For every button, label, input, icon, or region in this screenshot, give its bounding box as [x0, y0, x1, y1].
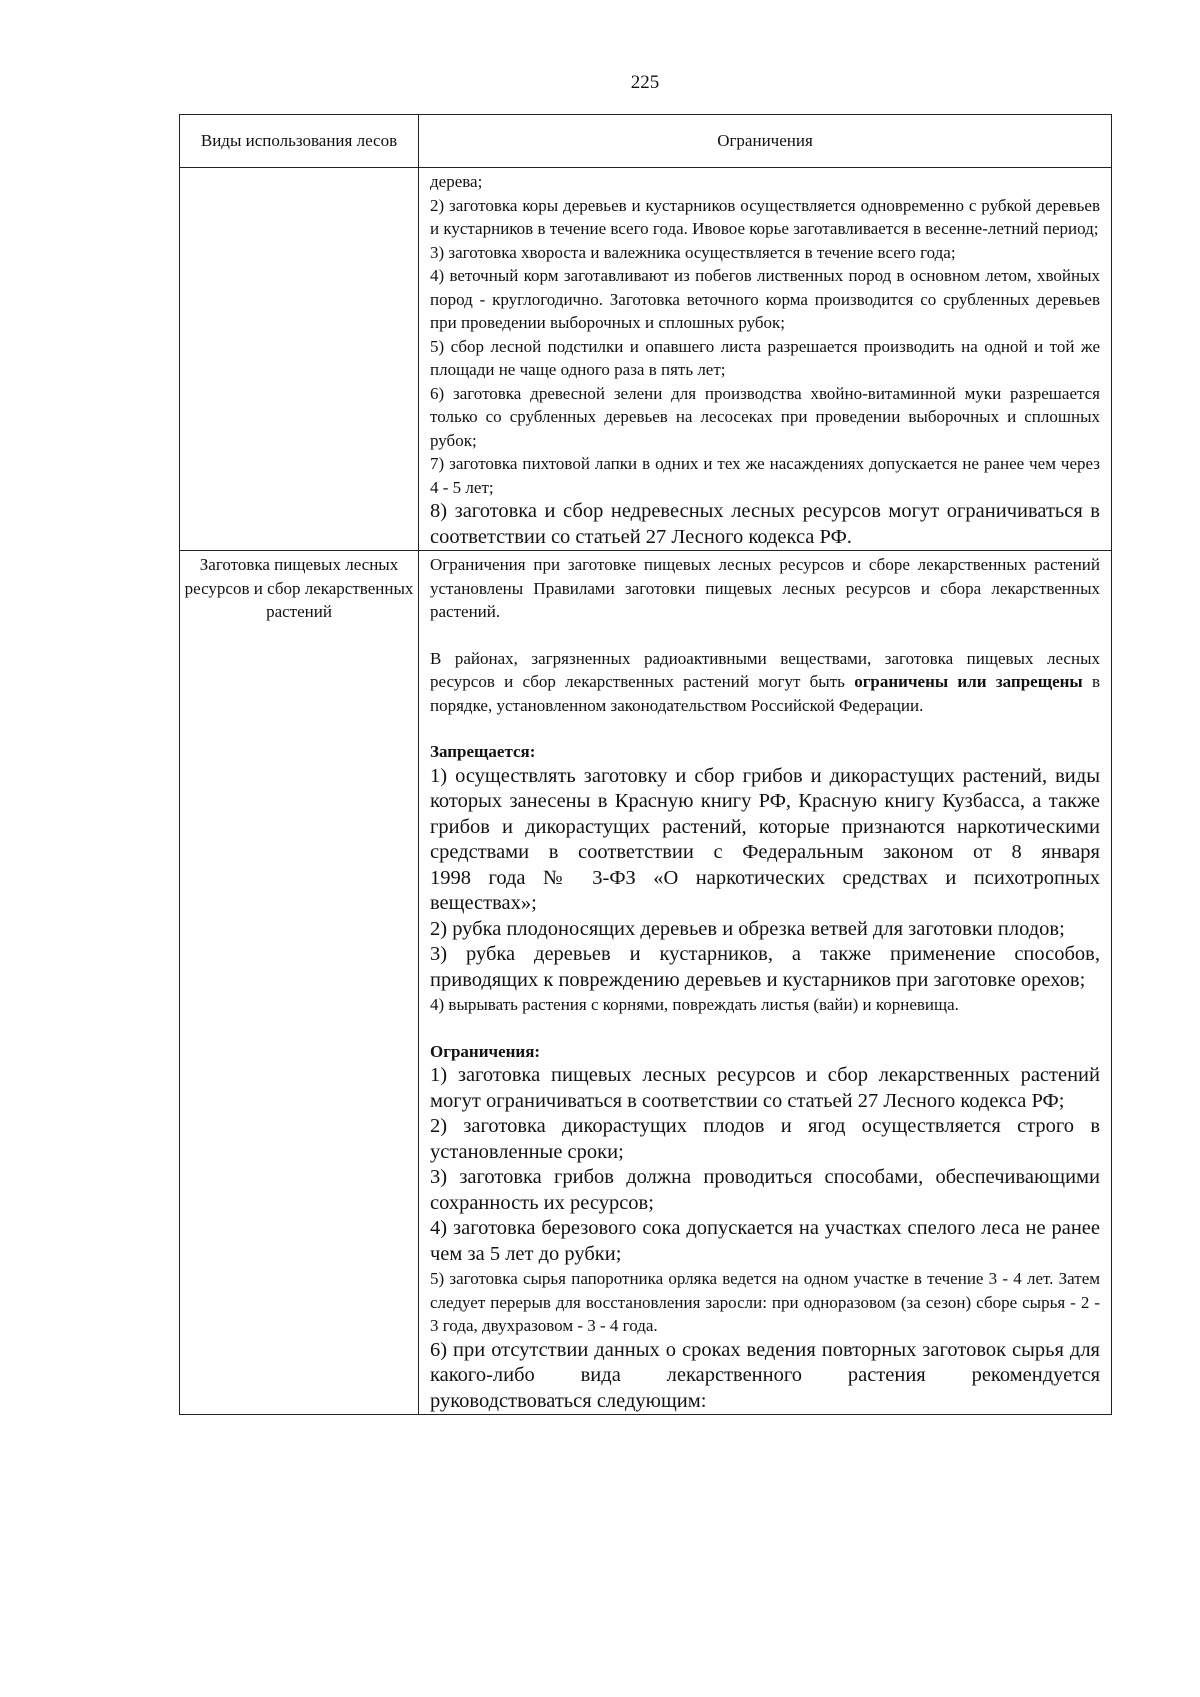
row1-kind: [180, 168, 419, 551]
row1-line: 3) заготовка хвороста и валежника осуществляется в течение всего года;: [430, 242, 956, 262]
row1-line: дерева;: [430, 172, 483, 191]
row2-restrictions: [419, 551, 1112, 1415]
radio-bold: ограничены или запрещены: [854, 672, 1083, 691]
row1-restrictions: [419, 168, 1112, 551]
restrictions-table: [179, 114, 1112, 1415]
limits-item-2: 2) заготовка дикорастущих плодов и ягод осуществляется строго в установленные сроки;: [430, 1115, 1100, 1163]
radio-pre: В районах, загрязненных радиоактивными веществами, заготовка пищевых лесных ресурсов и сбор лекарственных растений могут быть: [430, 648, 1100, 691]
row2-kind: Заготовка пищевых лесных ресурсов и сбор лекарственных растений: [180, 551, 419, 1415]
table-header-row: [180, 115, 1112, 168]
radio-post: в порядке, установленном законодательством Российской Федерации.: [430, 672, 1101, 715]
row1-last-line: 8) заготовка и сбор недревесных лесных ресурсов могут ограничиваться в соответствии со статьей 27 Лесного кодекса РФ.: [430, 500, 1100, 548]
prohibited-item-3: 3) рубка деревьев и кустарников, а также применение способов, приводящих к повреждению деревьев и кустарников при заготовке орехов;: [430, 943, 1100, 991]
limits-item-3: 3) заготовка грибов должна проводиться способами, обеспечивающими сохранность их ресурсов;: [430, 1166, 1100, 1214]
row1-line: 7) заготовка пихтовой лапки в одних и тех же насаждениях допускается не ранее чем через 4 - 5 лет;: [430, 454, 1100, 497]
row1-line: 4) веточный корм заготавливают из побегов лиственных пород в основном летом, хвойных пород - круглогодично. Заготовка веточного корма производится со срубленных деревьев при проведении выборочных и сплошных рубок;: [430, 266, 1100, 332]
header-forest-use-types: Виды использования лесов: [180, 115, 419, 168]
header-restrictions: Ограничения: [419, 115, 1112, 168]
row1-line: 6) заготовка древесной зелени для производства хвойно-витаминной муки разрешается только со срубленных деревьев на лесосеках при проведении выборочных и сплошных рубок;: [430, 383, 1100, 450]
page-number: 225: [630, 72, 660, 93]
row1-line: 5) сбор лесной подстилки и опавшего листа разрешается производить на одной и той же площади не чаще одного раза в пять лет;: [430, 336, 1100, 379]
limits-item-5: 5) заготовка сырья папоротника орляка ведется на одном участке в течение 3 - 4 лет. Затем следует перерыв для восстановления заросли: при одноразовом (за сезон) сборе сырья - 2 - 3 года, двухразовом - 3 - 4 года.: [430, 1269, 1100, 1335]
limits-item-4: 4) заготовка березового сока допускается на участках спелого леса не ранее чем за 5 лет до рубки;: [430, 1217, 1100, 1265]
prohibited-title: Запрещается:: [430, 742, 536, 761]
table-row: [180, 551, 1112, 1415]
prohibited-item-2: 2) рубка плодоносящих деревьев и обрезка ветвей для заготовки плодов;: [430, 917, 1065, 940]
prohibited-item-4: 4) вырывать растения с корнями, повреждать листья (вайи) и корневища.: [430, 995, 959, 1014]
row2-intro: Ограничения при заготовке пищевых лесных ресурсов и сборе лекарственных растений установлены Правилами заготовки пищевых лесных ресурсов и сбора лекарственных растений.: [430, 555, 1100, 621]
prohibited-item-1a: 1) осуществлять заготовку и сбор грибов и дикорастущих растений, виды которых занесены в Красную книгу РФ, Красную книгу Кузбасса, а также грибов и дикорастущих растений, которые признаются наркотическими средствами в соответствии с Федеральным законом от 8 января: [430, 764, 1100, 863]
row2-radioactive: [430, 647, 1100, 718]
limits-item-6: 6) при отсутствии данных о сроках ведения повторных заготовок сырья для какого-либо вида лекарственного растения рекомендуется руководствоваться следующим:: [430, 1338, 1100, 1412]
row1-line: 2) заготовка коры деревьев и кустарников осуществляется одновременно с рубкой деревьев и кустарников в течение всего года. Ивовое корье заготавливается в весенне-летний период;: [430, 195, 1100, 238]
limits-title: Ограничения:: [430, 1041, 541, 1061]
limits-item-1: 1) заготовка пищевых лесных ресурсов и сбор лекарственных растений могут ограничиваться в соответствии со статьей 27 Лесного кодекса РФ;: [430, 1064, 1100, 1112]
table-row: [180, 168, 1112, 551]
prohibited-item-1b: 1998 года № 3-ФЗ «О наркотических средствах и психотропных веществах»;: [430, 866, 1100, 914]
